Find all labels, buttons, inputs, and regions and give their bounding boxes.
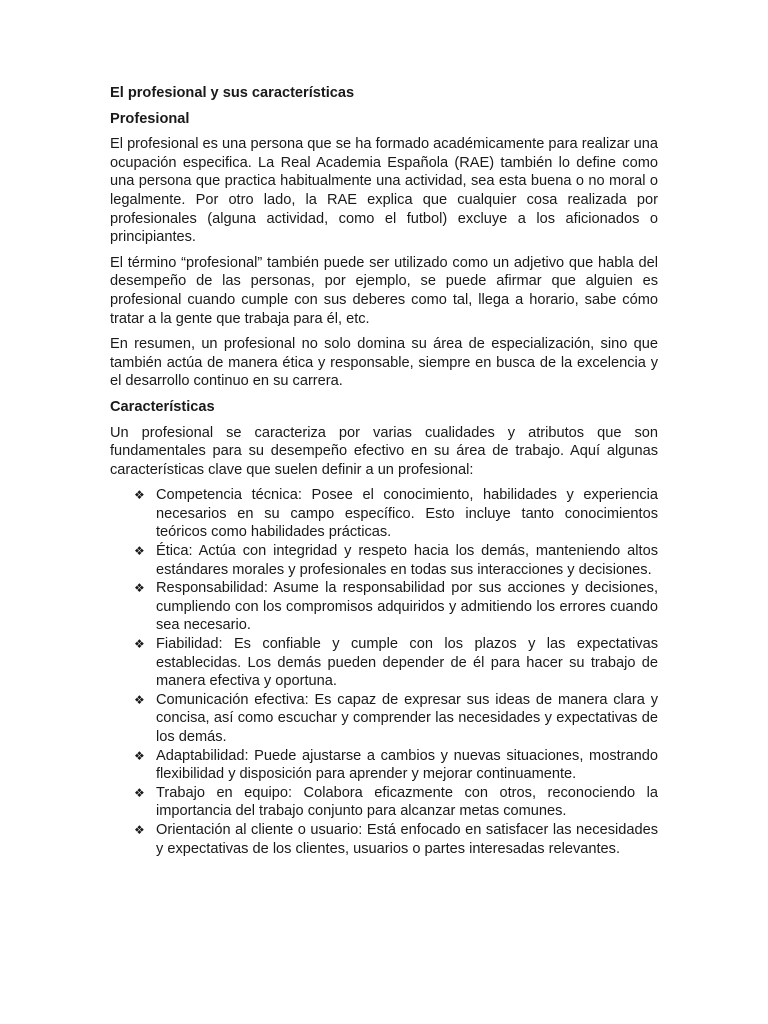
list-item-text: Comunicación efectiva: Es capaz de expresar sus ideas de manera clara y concisa, así como escuchar y comprender las necesidades y expectativas de los demás.: [156, 691, 658, 745]
document-title: El profesional y sus características: [110, 85, 355, 101]
characteristics-list: [110, 486, 658, 858]
list-item-text: Responsabilidad: Asume la responsabilidad por sus acciones y decisiones, cumpliendo con los compromisos adquiridos y admitiendo los errores cuando sea necesario.: [156, 580, 658, 634]
list-item: [110, 784, 658, 821]
diamond-bullet-icon: ❖: [134, 488, 145, 503]
diamond-bullet-icon: ❖: [134, 544, 145, 559]
paragraph: En resumen, un profesional no solo domina su área de especialización, sino que también actúa de manera ética y responsable, siempre en busca de la excelencia y el desarrollo continuo en su carrera.: [110, 336, 658, 390]
list-item: [110, 747, 658, 784]
list-item-text: Adaptabilidad: Puede ajustarse a cambios y nuevas situaciones, mostrando flexibilidad y disposición para aprender y mejorar continuamente.: [156, 747, 658, 783]
section-heading-profesional: Profesional: [110, 110, 190, 127]
list-item: [110, 542, 658, 579]
diamond-bullet-icon: ❖: [134, 822, 145, 837]
document-page: [110, 84, 658, 858]
list-item: [110, 691, 658, 747]
list-item-text: Ética: Actúa con integridad y respeto hacia los demás, manteniendo altos estándares morales y profesionales en todas sus interacciones y decisiones.: [156, 543, 658, 578]
diamond-bullet-icon: ❖: [134, 785, 145, 800]
paragraph: El profesional es una persona que se ha formado académicamente para realizar una ocupación especifica. La Real Academia Española (RAE) también lo define como una persona que practica habitualmente una actividad, sea esta buena o no moral o legalmente. Por otro lado, la RAE explica que cualquier cosa realizada por profesionales (alguna actividad, como el futbol) excluye a los aficionados o principiantes.: [110, 136, 658, 246]
list-item-text: Trabajo en equipo: Colabora eficazmente con otros, reconociendo la importancia del trabajo conjunto para alcanzar metas comunes.: [156, 784, 658, 820]
section-heading-caracteristicas: Características: [110, 398, 215, 415]
list-item-text: Fiabilidad: Es confiable y cumple con los plazos y las expectativas establecidas. Los demás pueden depender de él para hacer su trabajo de manera efectiva y oportuna.: [156, 636, 658, 690]
diamond-bullet-icon: ❖: [134, 748, 145, 763]
list-item: [110, 486, 658, 542]
paragraph: El término “profesional” también puede ser utilizado como un adjetivo que habla del desempeño de las personas, por ejemplo, se puede afirmar que alguien es profesional cuando cumple con sus deberes como tal, llega a horario, sabe cómo tratar a la gente que trabaja para él, etc.: [110, 254, 658, 327]
list-item: [110, 579, 658, 635]
list-item: [110, 821, 658, 858]
list-item-text: Competencia técnica: Posee el conocimiento, habilidades y experiencia necesarios en su campo específico. Esto incluye tanto conocimientos teóricos como habilidades prácticas.: [156, 487, 658, 541]
diamond-bullet-icon: ❖: [134, 637, 145, 652]
diamond-bullet-icon: ❖: [134, 581, 145, 596]
paragraph: Un profesional se caracteriza por varias cualidades y atributos que son fundamentales para su desempeño efectivo en su área de trabajo. Aquí algunas características clave que suelen definir a un profesional:: [110, 424, 658, 478]
list-item: [110, 635, 658, 691]
diamond-bullet-icon: ❖: [134, 692, 145, 707]
list-item-text: Orientación al cliente o usuario: Está enfocado en satisfacer las necesidades y expectativas de los clientes, usuarios o partes interesadas relevantes.: [156, 821, 658, 857]
